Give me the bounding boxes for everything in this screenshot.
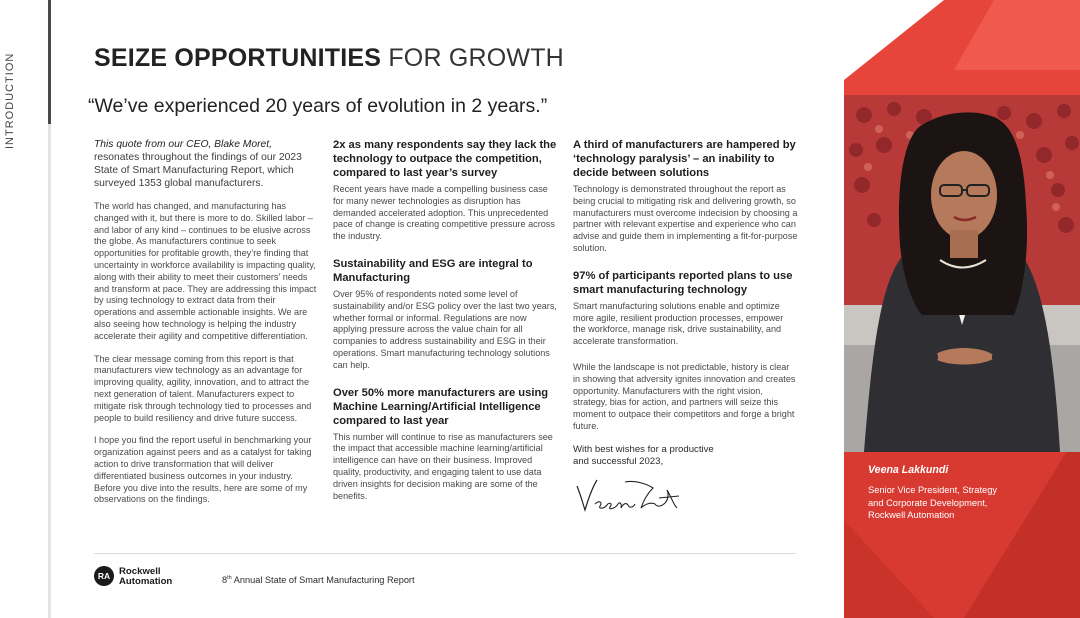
closing-line-1: With best wishes for a productive <box>573 443 714 455</box>
logo-wordmark <box>119 567 172 586</box>
finding-body: Technology is demonstrated throughout the report as being crucial to mitigating risk and delivering growth, so manufacturers must overcome indecision by choosing a partner with relevant expertise and experience who can advise and guide them in implementing a fit-for-purpose solution. <box>573 184 798 253</box>
footer-divider <box>94 553 796 554</box>
column-findings-1 <box>333 138 558 516</box>
finding-body: Recent years have made a compelling business case for many newer technologies as disruption has demanded accelerated adoption. This unprecedented pace of change is creating competitive pressure across the industry. <box>333 184 555 242</box>
intro-lead-rest: resonates throughout the findings of our 2023 State of Smart Manufacturing Report, which surveyed 1353 global manufacturers. <box>94 152 302 189</box>
profile-caption <box>868 464 1068 522</box>
ra-logo-icon: RA <box>94 566 114 586</box>
title-light: FOR GROWTH <box>381 44 564 72</box>
finding-body: Smart manufacturing solutions enable and optimize more agile, resilient production processes, empower the workforce, manage risk, drive sustainability, and accelerate transformation. <box>573 300 784 347</box>
finding-heading: Sustainability and ESG are integral to Manufacturing <box>333 257 533 284</box>
rockwell-logo <box>94 566 186 588</box>
report-ordinal: 8 <box>222 575 228 585</box>
intro-lead-italic: This quote from our CEO, Blake Moret, <box>94 139 272 150</box>
section-label-text: INTRODUCTION <box>4 52 16 149</box>
title-bold: SEIZE OPPORTUNITIES <box>94 44 382 72</box>
finding-section <box>333 386 558 503</box>
column-findings-2 <box>573 138 798 520</box>
closing-line-2: and successful 2023, <box>573 455 664 467</box>
profile-title <box>868 484 1068 522</box>
profile-title-line-3: Rockwell Automation <box>868 510 955 520</box>
profile-title-line-1: Senior Vice President, Strategy <box>868 485 998 495</box>
intro-paragraph-3: The clear message coming from this report is that manufacturers view technology as an advantage for improving quality, agility, innovation, and to attract the next generation of talent. Manufacturers expect to mitigate risk through technology tied to processes and people to build resiliency and drive future success. <box>94 353 312 423</box>
profile-panel <box>844 0 1080 618</box>
intro-paragraph-4: I hope you find the report useful in benchmarking your organization against peers and as a catalyst for taking action to drive transformation that will deliver differentiated business outcomes in your industry. Before you dive into the results, here are some of my observations on the findings. <box>94 435 312 505</box>
report-title: Annual State of Smart Manufacturing Report <box>231 575 415 585</box>
column-intro <box>94 138 319 517</box>
portrait-photo <box>844 95 1080 452</box>
profile-name: Veena Lakkundi <box>868 464 949 476</box>
report-title-footer <box>222 575 415 585</box>
section-label <box>3 48 17 148</box>
page-title <box>94 44 564 73</box>
finding-section <box>333 138 558 243</box>
finding-section <box>573 269 798 348</box>
handwritten-signature <box>573 474 683 516</box>
logo-line-2: Automation <box>119 575 173 587</box>
portrait-illustration <box>844 95 1080 452</box>
outlook-paragraph: While the landscape is not predictable, history is clear in showing that adversity ignites innovation and creates opportunity. Manufacturers with the right vision, strategy, bias for action, and partners will seize this moment to outpace their competitors and forge a bright future. <box>573 361 796 431</box>
vertical-rule-light <box>48 124 51 618</box>
logo-line-1: Rockwell <box>119 566 161 577</box>
finding-heading: 2x as many respondents say they lack the technology to outpace the competition, compared to last year’s survey <box>333 139 557 179</box>
intro-lead <box>94 138 319 190</box>
finding-body: This number will continue to rise as manufacturers see the impact that accessible machine learning/artificial intelligence can have on their business. Improved quality, productivity, and engaging talent to use data driven insights for decision making are some of the benefits. <box>333 431 553 501</box>
closing-wishes <box>573 444 798 468</box>
intro-paragraph-2: The world has changed, and manufacturing has changed with it, but there is more to do. Skilled labor – and labor of any kind – continues to be elusive across the globe. As manufacturers continue to seek opportunities for profitable growth, they’re finding that uncertainty in workforce availability is impacting quality, along with their ability to meet their customers’ needs and transform at pace. They are addressing this impact by using technology to extract data from their operations and assemble actionable insights. We are also seeing how technology is helping the industry accelerate their agility and competitive differentiation. <box>94 201 317 341</box>
finding-section <box>573 138 798 255</box>
profile-title-line-2: and Corporate Development, <box>868 497 988 508</box>
ceo-quote: “We’ve experienced 20 years of evolution in 2 years.” <box>88 95 548 117</box>
report-ordinal-suffix: th <box>227 575 232 581</box>
finding-section <box>333 257 558 372</box>
finding-heading: Over 50% more manufacturers are using Machine Learning/Artificial Intelligence compared to last year <box>333 386 549 427</box>
finding-body: Over 95% of respondents noted some level of sustainability and/or ESG policy over the last two years, whether formal or informal. Regulations are now applying pressure across the value chain for all companies to address sustainability and ESG in their operations. Smart manufacturing technology solutions can help. <box>333 288 557 370</box>
finding-heading: A third of manufacturers are hampered by ‘technology paralysis’ – an inability to decide between solutions <box>573 139 796 179</box>
vertical-rule-dark <box>48 0 51 124</box>
finding-heading: 97% of participants reported plans to use smart manufacturing technology <box>573 269 793 296</box>
